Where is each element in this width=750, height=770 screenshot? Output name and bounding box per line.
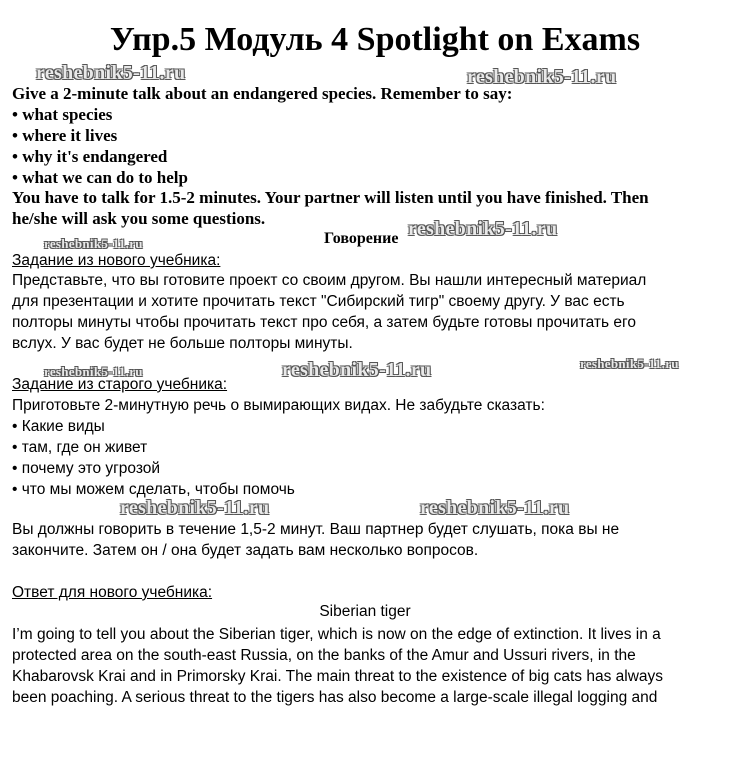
old-task-closing: закончите. Затем он / она будет задать вам несколько вопросов. [12,542,479,559]
task-closing: he/she will ask you some questions. [12,209,266,228]
new-task-line: полторы минуты чтобы прочитать текст про себя, а затем будьте готовы прочитать его [12,314,636,331]
watermark: reshebnik5-11.ru [44,364,143,379]
old-task-closing: Вы должны говорить в течение 1,5-2 минут. Ваш партнер будет слушать, пока вы не [12,521,620,538]
watermark: reshebnik5-11.ru [420,497,570,519]
task-closing: You have to talk for 1.5-2 minutes. Your partner will listen until you have finished. Then [12,188,649,207]
old-task-bullet: • почему это угрозой [12,460,161,477]
new-task-heading: Задание из нового учебника: [12,252,221,269]
old-task-bullet: • Какие виды [12,418,105,435]
old-task-bullet: • там, где он живет [12,439,148,456]
new-task-line: Представьте, что вы готовите проект со своим другом. Вы нашли интересный материал [12,272,647,289]
watermark: reshebnik5-11.ru [580,356,679,371]
answer-line: Khabarovsk Krai and in Primorsky Krai. The main threat to the existence of big cats has always [12,668,664,685]
task-bullet: • what species [12,105,113,124]
old-task-intro: Приготовьте 2-минутную речь о вымирающих видах. Не забудьте сказать: [12,397,545,414]
task-bullet: • why it's endangered [12,147,168,166]
task-bullet: • what we can do to help [12,168,188,187]
answer-title: Siberian tiger [319,603,411,620]
watermark: reshebnik5-11.ru [467,66,617,88]
old-task-bullet: • что мы можем сделать, чтобы помочь [12,481,295,498]
new-task-line: для презентации и хотите прочитать текст "Сибирский тигр" своему другу. У вас есть [12,293,625,310]
task-intro: Give a 2-minute talk about an endangered species. Remember to say: [12,84,513,103]
new-task-line: вслух. У вас будет не больше полторы минуты. [12,335,353,352]
answer-line: protected area on the south-east Russia, on the banks of the Amur and Ussuri rivers, in the [12,647,636,664]
task-bullet: • where it lives [12,126,118,145]
watermark: reshebnik5-11.ru [36,62,186,84]
page-title: Упр.5 Модуль 4 Spotlight on Exams [109,21,641,58]
watermark: reshebnik5-11.ru [282,359,432,381]
section-heading: Говорение [324,230,399,247]
watermark: reshebnik5-11.ru [120,497,270,519]
old-task-heading: Задание из старого учебника: [12,376,228,393]
answer-line: been poaching. A serious threat to the tigers has also become a large-scale illegal logging and [12,689,658,706]
watermark: reshebnik5-11.ru [44,236,143,251]
watermark: reshebnik5-11.ru [408,218,558,240]
answer-line: I’m going to tell you about the Siberian tiger, which is now on the edge of extinction. It lives in a [12,626,661,643]
answer-heading: Ответ для нового учебника: [12,584,213,601]
